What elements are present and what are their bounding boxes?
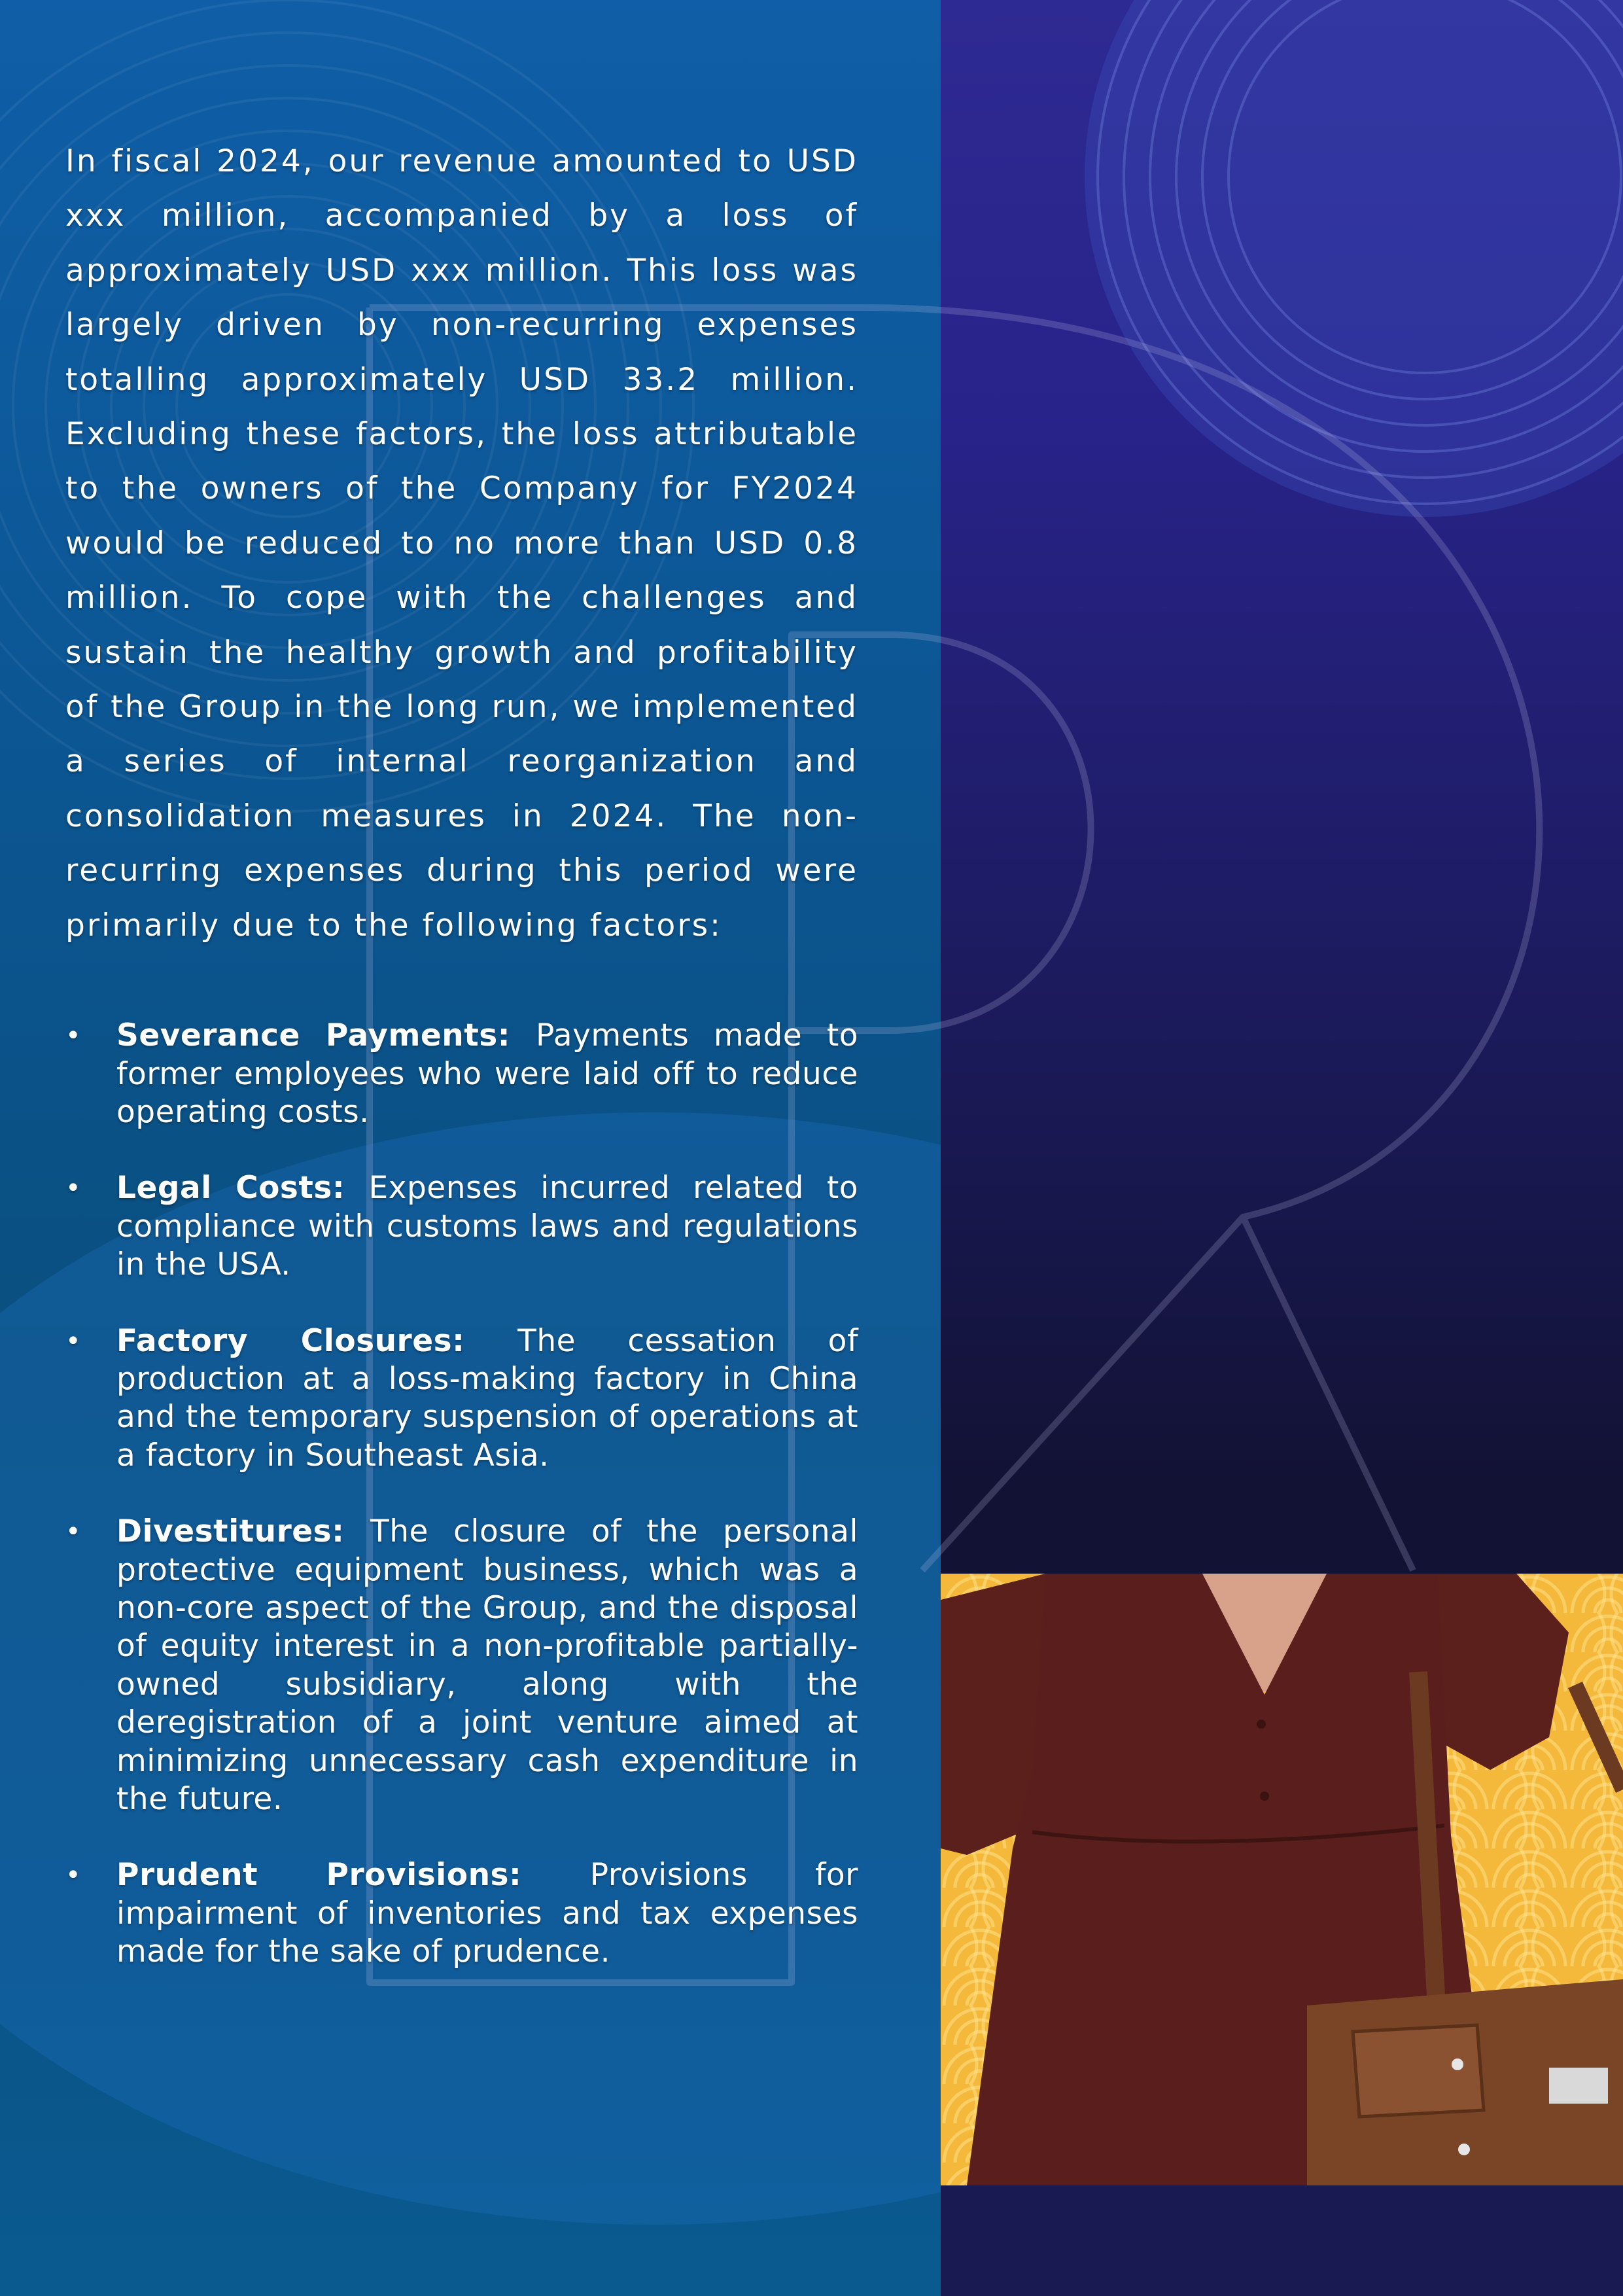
bullet-dot: • — [65, 1860, 82, 1891]
factor-description: Expenses incurred related to compliance with customs laws and regulations in the USA. — [116, 1170, 859, 1283]
factors-list — [65, 1017, 858, 1971]
list-item — [65, 1017, 858, 1131]
bullet-dot: • — [65, 1517, 82, 1547]
woman-with-handbag-image — [941, 1574, 1623, 2185]
bullet-dot: • — [65, 1326, 82, 1356]
factor-term: Legal Costs: — [116, 1170, 369, 1207]
factor-term: Factory Closures: — [116, 1322, 518, 1359]
factor-term: Severance Payments: — [116, 1017, 536, 1054]
list-item — [65, 1322, 858, 1475]
bullet-dot: • — [65, 1021, 82, 1051]
list-item — [65, 1513, 858, 1818]
factor-description: The cessation of production at a loss-making factory in China and the temporary suspension of operations at a factory in Southeast Asia. — [116, 1322, 858, 1474]
factor-description: The closure of the personal protective equipment business, which was a non-core aspect of the Group, and the disposal of equity interest in a non-profitable partially-owned subsidiary, along with the deregistration of a joint venture aimed at minimizing unnecessary cash expenditure in the future. — [116, 1513, 858, 1817]
list-item — [65, 1169, 858, 1284]
list-item — [65, 1856, 858, 1971]
factor-description: Provisions for impairment of inventories and tax expenses made for the sake of prudence. — [116, 1857, 859, 1970]
body-text — [65, 134, 858, 2009]
intro-paragraph: In fiscal 2024, our revenue amounted to USD xxx million, accompanied by a loss of approximately USD xxx million. This loss was largely driven by non-recurring expenses totalling approximately USD 33.2 million. Excluding these factors, the loss attributable to the owners of the Company for FY2024 would be reduced to no more than USD 0.8 million. To cope with the challenges and sustain the healthy growth and profitability of the Group in the long run, we implemented a series of internal reorganization and consolidation measures in 2024. The non-recurring expenses during this period were primarily due to the following factors: — [65, 143, 858, 944]
factor-description: Payments made to former employees who were laid off to reduce operating costs. — [116, 1017, 858, 1130]
factor-term: Divestitures: — [116, 1513, 370, 1550]
product-photo — [941, 1574, 1623, 2185]
bullet-dot: • — [65, 1173, 82, 1204]
bottom-strip — [941, 2185, 1623, 2296]
factor-term: Prudent Provisions: — [116, 1857, 590, 1894]
